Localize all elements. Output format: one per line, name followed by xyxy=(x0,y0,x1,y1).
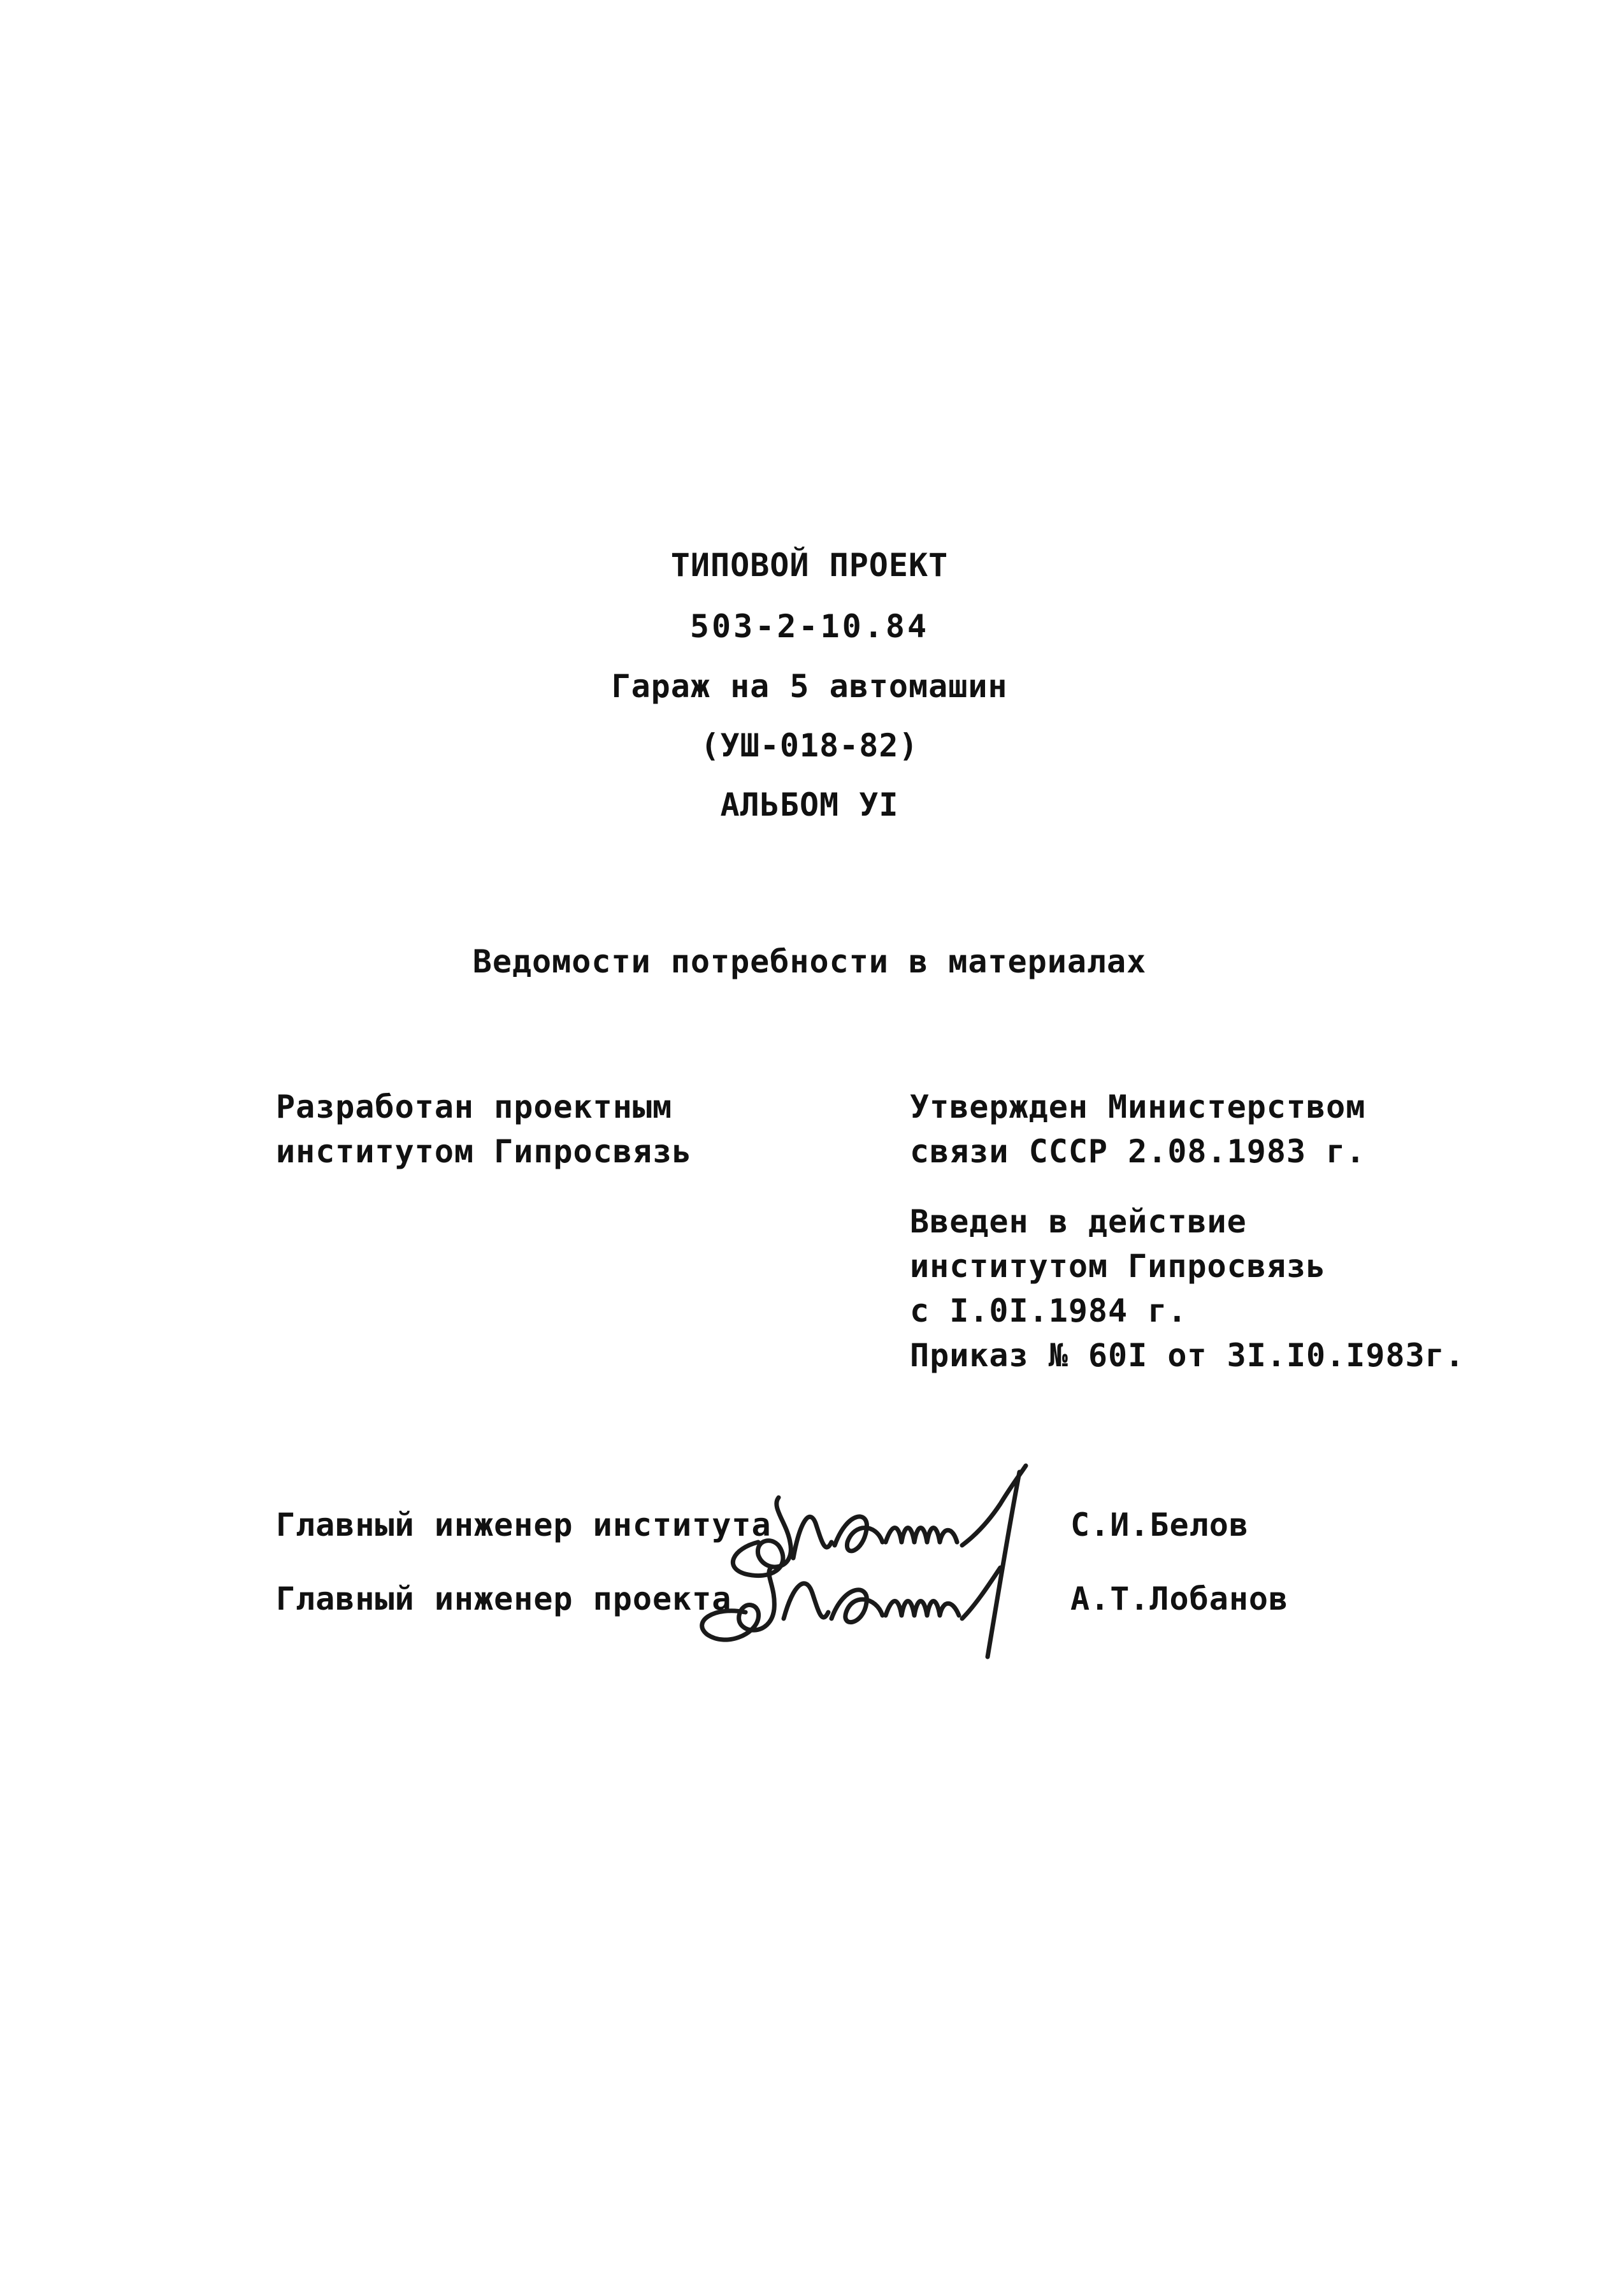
approval-line-3: Введен в действие xyxy=(910,1203,1247,1240)
project-code: (УШ-018-82) xyxy=(700,727,919,764)
approval-line-6: Приказ № 60I от 3I.I0.I983г. xyxy=(910,1337,1465,1374)
doc-type-heading: ТИПОВОЙ ПРОЕКТ xyxy=(670,547,949,584)
signature-role-1: Главный инженер института xyxy=(276,1506,772,1543)
project-number: 503-2-10.84 xyxy=(689,608,930,645)
approval-line-4: институтом Гипросвязь xyxy=(910,1248,1327,1285)
signature-role-2: Главный инженер проекта xyxy=(276,1580,732,1617)
approval-line-2: связи СССР 2.08.1983 г. xyxy=(910,1133,1366,1170)
signature-name-2: А.Т.Лобанов xyxy=(1070,1580,1289,1617)
project-title: Гараж на 5 автомашин xyxy=(611,668,1008,705)
document-subtitle: Ведомости потребности в материалах xyxy=(472,943,1147,980)
approval-line-1: Утвержден Министерством xyxy=(910,1088,1366,1125)
signature-scribble-2 xyxy=(688,1523,1070,1714)
developer-line-1: Разработан проектным xyxy=(276,1088,673,1125)
signature-name-1: С.И.Белов xyxy=(1070,1506,1249,1543)
album-label: АЛЬБОМ УI xyxy=(720,786,899,823)
developer-line-2: институтом Гипросвязь xyxy=(276,1133,693,1170)
approval-line-5: с I.0I.1984 г. xyxy=(910,1292,1188,1329)
